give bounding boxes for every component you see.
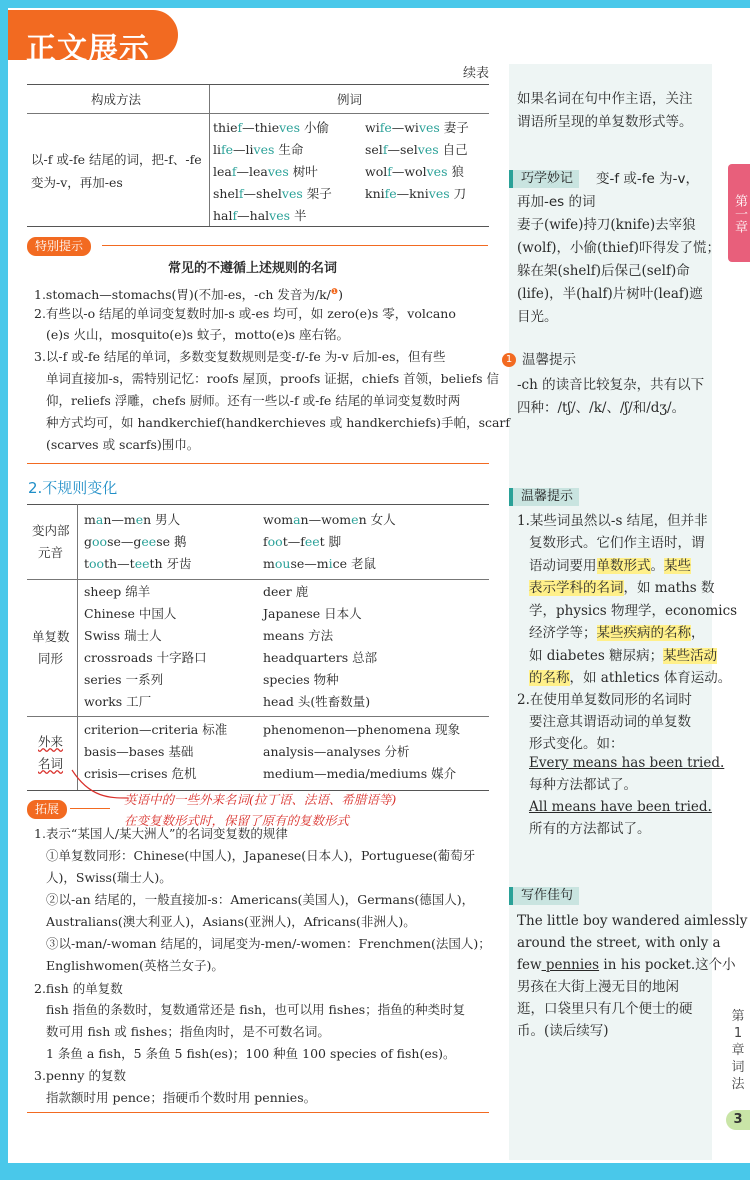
- row3-label-2: 名词: [38, 756, 64, 771]
- left-border: [0, 0, 8, 1180]
- expand-line: 1 条鱼 a fish，5 条鱼 5 fish(es)；100 种鱼 100 species of fish(es)。: [46, 1046, 456, 1061]
- t2-col-divider: [77, 504, 78, 790]
- t2-row2-rule: [27, 716, 489, 717]
- expand-rule-top: [70, 808, 110, 809]
- same-form-word: Japanese 日本人: [263, 606, 362, 621]
- expand-line: ②以-an 结尾的，一般直接加-s：Americans(美国人)，Germans(德国人)，: [46, 892, 475, 907]
- example-word: thief—thieves 小偷: [213, 120, 329, 135]
- row3-label-1: 外来: [38, 734, 64, 749]
- writing-line: 男孩在大街上漫无目的地闲: [517, 979, 679, 995]
- warm2-line: 的名称，如 athletics 体育运动。: [529, 670, 732, 686]
- special-line: 3.以-f 或-fe 结尾的单词，多数变复数规则是变-f/-fe 为-v 后加-es，但有些: [34, 349, 446, 364]
- memo-title-a: 变-f 或-fe 为-v，: [596, 171, 699, 187]
- vowel-change-word: man—men 男人: [84, 512, 181, 527]
- page-number: 3: [726, 1110, 750, 1130]
- side-intro-1: 如果名词在句中作主语，关注: [517, 91, 693, 107]
- special-title: 常见的不遵循上述规则的名词: [168, 261, 338, 276]
- warm2-line: 经济学等；某些疾病的名称，: [529, 625, 705, 641]
- example-1-cn: 每种方法都试了。: [529, 777, 637, 793]
- warm2-head: 温馨提示: [509, 488, 579, 506]
- memo-line: 躲在架(shelf)后保己(self)命: [517, 263, 690, 279]
- expand-line: 人)，Swiss(瑞士人)。: [46, 870, 172, 885]
- row1-label-2: 元音: [38, 545, 64, 560]
- expand-line: fish 指鱼的条数时，复数通常还是 fish，也可以用 fishes；指鱼的种类时复: [46, 1002, 466, 1017]
- memo-line: (wolf)，小偷(thief)吓得发了慌；: [517, 240, 720, 256]
- special-line: 2.有些以-o 结尾的单词变复数时加-s 或-es 均可，如 zero(e)s 零，volcano: [34, 306, 456, 321]
- expand-line: 3.penny 的复数: [34, 1068, 126, 1083]
- expand-line: ③以-man/-woman 结尾的，词尾变为-men/-women：Frenchmen(法国人)；: [46, 936, 491, 951]
- same-form-word: Chinese 中国人: [84, 606, 177, 621]
- top-border: [0, 0, 750, 8]
- example-word: knife—knives 刀: [365, 186, 467, 201]
- banner-title: 正文展示: [26, 32, 150, 67]
- example-word: half—halves 半: [213, 208, 307, 223]
- handwritten-note-2: 在变复数形式时，保留了原有的复数形式: [124, 813, 350, 828]
- side-intro-2: 谓语所呈现的单复数形式等。: [517, 114, 693, 130]
- bottom-border: [0, 1163, 750, 1180]
- method-line-1: 以-f 或-fe 结尾的词，把-f、-fe: [31, 152, 202, 167]
- example-word: shelf—shelves 架子: [213, 186, 332, 201]
- warm1-line-2: 四种：/tʃ/、/k/、/ʃ/和/dʒ/。: [517, 400, 686, 416]
- vowel-change-word: woman—women 女人: [263, 512, 396, 527]
- vowel-change-word: foot—feet 脚: [263, 534, 342, 549]
- memo-head: 巧学妙记: [509, 170, 579, 188]
- special-line: 单词直接加-s，需特别记忆：roofs 屋顶，proofs 证据，chiefs 首领，beliefs 信: [46, 371, 499, 386]
- special-line: 仰，reliefs 浮雕，chefs 厨师。还有一些以-f 或-fe 结尾的单词变复数时两: [46, 393, 461, 408]
- same-form-word: head 头(牲畜数量): [263, 694, 371, 709]
- expand-line: 2.fish 的单复数: [34, 981, 123, 996]
- warm2-line: 形式变化。如：: [529, 736, 624, 752]
- warm2-line: 要注意其谓语动词的单复数: [529, 714, 691, 730]
- example-word: wife—wives 妻子: [365, 120, 469, 135]
- memo-line: 妻子(wife)持刀(knife)去宰狼: [517, 217, 696, 233]
- warm2-line: 1.某些词虽然以-s 结尾，但并非: [517, 513, 708, 529]
- section-banner: [8, 10, 178, 67]
- header-method: 构成方法: [91, 92, 142, 107]
- table-f-fe: [27, 84, 489, 227]
- table-header-rule: [27, 113, 489, 114]
- writing-head: 写作佳句: [509, 887, 579, 905]
- writing-line: around the street, with only a: [517, 935, 721, 951]
- memo-title-b: 再加-es 的词: [517, 194, 596, 210]
- method-line-2: 变为-v，再加-es: [31, 175, 123, 190]
- row2-label-1: 单复数: [32, 629, 70, 644]
- expand-line: ①单复数同形：Chinese(中国人)，Japanese(日本人)，Portuguese(葡萄牙: [46, 848, 476, 863]
- expand-line: Englishwomen(英格兰女子)。: [46, 958, 224, 973]
- warm2-line: 学，physics 物理学，economics: [529, 603, 738, 619]
- handwritten-note-1: 英语中的一些外来名词(拉丁语、法语、希腊语等): [124, 792, 397, 807]
- t2-row1-rule: [27, 579, 489, 580]
- same-form-word: works 工厂: [84, 694, 152, 709]
- writing-line: 币。(读后续写): [517, 1023, 609, 1039]
- section-title: 2.不规则变化: [28, 479, 118, 497]
- foreign-noun-word: crisis—crises 危机: [84, 766, 197, 781]
- foreign-noun-word: medium—media/mediums 媒介: [263, 766, 457, 781]
- special-line: 种方式均可，如 handkerchief(handkerchieves 或 handkerchiefs)手帕，scarf: [46, 415, 511, 430]
- example-word: wolf—wolves 狼: [365, 164, 464, 179]
- same-form-word: means 方法: [263, 628, 334, 643]
- expand-tag: 拓展: [27, 800, 67, 819]
- foreign-noun-word: criterion—criteria 标准: [84, 722, 228, 737]
- warm2-line: 表示学科的名词，如 maths 数: [529, 580, 715, 596]
- special-line: (scarves 或 scarfs)围巾。: [46, 437, 200, 452]
- expand-line: 指款额时用 pence；指硬币个数时用 pennies。: [46, 1090, 317, 1105]
- vowel-change-word: mouse—mice 老鼠: [263, 556, 376, 571]
- memo-line: (life)，半(half)片树叶(leaf)遮: [517, 286, 703, 302]
- same-form-word: deer 鹿: [263, 584, 309, 599]
- memo-line: 目光。: [517, 309, 558, 325]
- expand-line: 1.表示“某国人/某大洲人”的名词变复数的规律: [34, 826, 288, 841]
- warm2-line: 2.在使用单复数同形的名词时: [517, 692, 692, 708]
- example-word: life—lives 生命: [213, 142, 304, 157]
- row1-label-1: 变内部: [32, 523, 70, 538]
- example-word: leaf—leaves 树叶: [213, 164, 318, 179]
- writing-line: The little boy wandered aimlessly: [517, 913, 748, 929]
- header-examples: 例词: [337, 92, 363, 107]
- chapter-tab[interactable]: 第一章: [728, 164, 750, 262]
- vowel-change-word: tooth—teeth 牙齿: [84, 556, 192, 571]
- foreign-noun-word: phenomenon—phenomena 现象: [263, 722, 461, 737]
- warm2-line: 如 diabetes 糖尿病；某些活动: [529, 648, 718, 664]
- foreign-noun-word: analysis—analyses 分析: [263, 744, 410, 759]
- same-form-word: species 物种: [263, 672, 339, 687]
- warm1-head: 温馨提示: [522, 352, 576, 368]
- warm-number-icon: 1: [502, 353, 516, 367]
- expand-rule-bottom: [27, 1112, 489, 1113]
- special-tag: 特别提示: [27, 237, 91, 256]
- warm2-line: 语动词要用单数形式。某些: [529, 558, 691, 574]
- continued-label: 续表: [463, 66, 490, 81]
- foreign-noun-word: basis—bases 基础: [84, 744, 194, 759]
- table-col-divider: [209, 85, 210, 226]
- example-word: self—selves 自己: [365, 142, 468, 157]
- example-2-cn: 所有的方法都试了。: [529, 821, 651, 837]
- expand-line: Australians(澳大利亚人)，Asians(亚洲人)，Africans(非洲人)。: [46, 914, 416, 929]
- same-form-word: sheep 绵羊: [84, 584, 151, 599]
- same-form-word: Swiss 瑞士人: [84, 628, 162, 643]
- special-rule-top: [102, 245, 488, 246]
- writing-line: few pennies in his pocket.这个小: [517, 957, 736, 973]
- same-form-word: series 一系列: [84, 672, 164, 687]
- vowel-change-word: goose—geese 鹅: [84, 534, 187, 549]
- special-line: 1.stomach—stomachs(胃)(不加-es，-ch 发音为/k/$^❶$): [34, 287, 343, 303]
- warm2-line: 复数形式。它们作主语时，谓: [529, 535, 705, 551]
- same-form-word: crossroads 十字路口: [84, 650, 207, 665]
- same-form-word: headquarters 总部: [263, 650, 378, 665]
- example-1-en: Every means has been tried.: [529, 755, 725, 771]
- special-rule-bottom: [27, 463, 489, 464]
- expand-line: 数可用 fish 或 fishes；指鱼肉时，是不可数名词。: [46, 1024, 330, 1039]
- special-line: (e)s 火山，mosquito(e)s 蚊子，motto(e)s 座右铭。: [46, 327, 349, 342]
- row2-label-2: 同形: [38, 651, 64, 666]
- warm1-line-1: -ch 的读音比较复杂，共有以下: [517, 377, 705, 393]
- chapter-label: 第1章 词法: [731, 1009, 745, 1092]
- example-2-en: All means have been tried.: [529, 799, 712, 815]
- t2-top: [27, 504, 489, 505]
- writing-line: 逛，口袋里只有几个便士的硬: [517, 1001, 693, 1017]
